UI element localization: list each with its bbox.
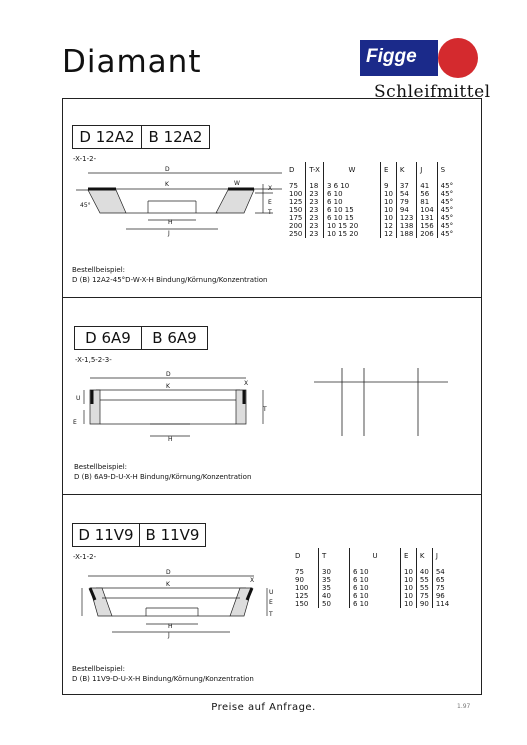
table-cell: 125 — [289, 198, 303, 206]
drawing-label-t: T — [263, 406, 267, 413]
table-header: D — [295, 552, 301, 560]
drawing-label-x: X — [244, 380, 249, 387]
drawing-label-d: D — [165, 166, 170, 173]
table-cell: 6 10 — [350, 600, 401, 608]
table-cell: 6 10 15 — [323, 214, 380, 222]
section-3-type-label — [72, 523, 206, 547]
table-header: U — [350, 548, 401, 564]
table-cell: 9 — [380, 178, 396, 190]
table-cell: 206 — [417, 230, 437, 238]
type-d-label: D 12A2 — [79, 128, 135, 146]
table-header: E — [380, 162, 396, 178]
table-cell: 65 — [432, 576, 452, 584]
table-row — [286, 190, 456, 198]
table-cell: 200 — [289, 222, 303, 230]
table-cell: 23 — [306, 230, 324, 238]
table-cell: 23 — [306, 222, 324, 230]
type-d-label: D 6A9 — [85, 329, 131, 347]
type-b-label: B 12A2 — [141, 126, 209, 148]
example-text: D (B) 12A2-45°D-W-X-H Bindung/Körnung/Konzentration — [72, 276, 268, 284]
drawing-label-k: K — [166, 581, 170, 588]
drawing-label-e: E — [73, 419, 77, 426]
table-cell: 45° — [437, 214, 456, 222]
drawing-label-d: D — [166, 569, 171, 576]
table-cell: 30 — [319, 564, 350, 576]
page-title: Diamant — [62, 44, 202, 80]
table-cell: 10 — [401, 592, 417, 600]
table-header: T-X — [306, 162, 324, 178]
drawing-label-j: J — [168, 632, 170, 639]
table-row — [292, 600, 452, 608]
section-1-table — [286, 162, 456, 238]
type-b-label: B 6A9 — [141, 327, 207, 349]
table-cell: 10 — [401, 584, 417, 592]
table-cell: 79 — [396, 198, 416, 206]
drawing-label-angle: 45° — [80, 202, 91, 209]
table-cell: 23 — [306, 198, 324, 206]
table-cell: 40 — [416, 564, 432, 576]
example-label: Bestellbeispiel: — [72, 266, 126, 274]
example-label: Bestellbeispiel: — [72, 665, 126, 673]
section-2-empty-table — [314, 366, 448, 438]
table-header: W — [323, 162, 380, 178]
table-cell: 6 10 — [350, 584, 401, 592]
section-3-table — [292, 548, 452, 608]
section-2-drawing — [68, 366, 282, 448]
table-cell: 100 — [295, 584, 309, 592]
table-row — [286, 222, 456, 230]
logo-circle-icon — [438, 38, 478, 78]
table-cell: 10 — [380, 190, 396, 198]
drawing-label-w: W — [234, 180, 240, 187]
drawing-label-d: D — [166, 371, 171, 378]
table-cell: 90 — [295, 576, 304, 584]
table-cell: 10 — [380, 214, 396, 222]
table-cell: 12 — [380, 222, 396, 230]
table-cell: 56 — [417, 190, 437, 198]
table-cell: 250 — [289, 230, 303, 238]
section-1-drawing — [68, 163, 282, 243]
section-3-example — [72, 664, 254, 684]
table-cell: 75 — [289, 182, 298, 190]
section-divider — [62, 494, 482, 495]
table-cell: 35 — [319, 584, 350, 592]
drawing-label-j: J — [168, 230, 170, 237]
table-cell: 10 15 20 — [323, 222, 380, 230]
table-cell: 6 10 — [350, 564, 401, 576]
page-subtitle: Schleifmittel — [374, 82, 491, 102]
table-cell: 23 — [306, 190, 324, 198]
drawing-label-k: K — [165, 181, 169, 188]
table-cell: 75 — [432, 584, 452, 592]
table-cell: 156 — [417, 222, 437, 230]
table-cell: 125 — [295, 592, 309, 600]
section-1-example — [72, 265, 268, 285]
drawing-label-u: U — [76, 395, 81, 402]
table-cell: 45° — [437, 198, 456, 206]
table-cell: 75 — [416, 592, 432, 600]
drawing-label-t: T — [268, 209, 272, 216]
table-cell: 6 10 — [350, 576, 401, 584]
table-cell: 45° — [437, 178, 456, 190]
table-cell: 96 — [432, 592, 452, 600]
table-cell: 150 — [295, 600, 309, 608]
type-b-label: B 11V9 — [139, 524, 205, 546]
table-cell: 188 — [396, 230, 416, 238]
table-row — [292, 576, 452, 584]
table-cell: 104 — [417, 206, 437, 214]
section-1-type-label — [72, 125, 210, 149]
table-header: J — [432, 548, 452, 564]
drawing-label-h: H — [168, 219, 173, 226]
section-3-code: -X-1-2- — [73, 553, 97, 561]
table-cell: 40 — [319, 592, 350, 600]
table-cell: 90 — [416, 600, 432, 608]
section-2-type-label — [74, 326, 208, 350]
figge-logo — [360, 40, 476, 80]
table-cell: 23 — [306, 214, 324, 222]
table-cell: 18 — [306, 178, 324, 190]
table-cell: 54 — [432, 564, 452, 576]
table-cell: 114 — [432, 600, 452, 608]
example-label: Bestellbeispiel: — [74, 463, 128, 471]
table-cell: 3 6 10 — [323, 178, 380, 190]
table-cell: 175 — [289, 214, 303, 222]
table-row — [292, 564, 452, 576]
drawing-label-t: T — [269, 611, 273, 618]
table-cell: 81 — [417, 198, 437, 206]
table-cell: 45° — [437, 190, 456, 198]
table-cell: 10 — [401, 564, 417, 576]
table-row — [286, 198, 456, 206]
drawing-label-h: H — [168, 623, 173, 630]
table-row — [286, 178, 456, 190]
logo-text: Figge — [366, 46, 417, 67]
drawing-label-u: U — [269, 589, 274, 596]
table-header: S — [437, 162, 456, 178]
type-d-label: D 11V9 — [78, 526, 134, 544]
table-header: K — [396, 162, 416, 178]
table-cell: 37 — [396, 178, 416, 190]
table-cell: 10 — [401, 576, 417, 584]
table-header: D — [289, 166, 295, 174]
table-header: T — [319, 548, 350, 564]
drawing-label-x: X — [250, 577, 255, 584]
table-cell: 23 — [306, 206, 324, 214]
drawing-label-k: K — [166, 383, 170, 390]
table-cell: 123 — [396, 214, 416, 222]
table-cell: 10 15 20 — [323, 230, 380, 238]
table-row — [292, 592, 452, 600]
table-cell: 75 — [295, 568, 304, 576]
drawing-label-e: E — [268, 199, 272, 206]
table-header: K — [416, 548, 432, 564]
table-cell: 10 — [380, 206, 396, 214]
table-row — [286, 230, 456, 238]
table-cell: 6 10 — [323, 198, 380, 206]
table-cell: 55 — [416, 576, 432, 584]
table-row — [292, 584, 452, 592]
table-cell: 138 — [396, 222, 416, 230]
section-3-drawing — [68, 562, 282, 642]
table-cell: 45° — [437, 230, 456, 238]
table-cell: 6 10 — [350, 592, 401, 600]
drawing-label-e: E — [269, 599, 273, 606]
example-text: D (B) 11V9-D-U-X-H Bindung/Körnung/Konzentration — [72, 675, 254, 683]
table-cell: 6 10 — [323, 190, 380, 198]
table-cell: 10 — [401, 600, 417, 608]
table-cell: 100 — [289, 190, 303, 198]
table-cell: 94 — [396, 206, 416, 214]
section-2-code: -X-1,5-2-3- — [75, 356, 112, 364]
table-cell: 45° — [437, 222, 456, 230]
drawing-label-x: X — [268, 185, 273, 192]
table-cell: 50 — [319, 600, 350, 608]
section-divider — [62, 297, 482, 298]
example-text: D (B) 6A9-D-U-X-H Bindung/Körnung/Konzentration — [74, 473, 252, 481]
drawing-label-h: H — [168, 436, 173, 443]
table-header: J — [417, 162, 437, 178]
section-1-code: -X-1-2- — [73, 155, 97, 163]
table-row — [286, 214, 456, 222]
table-cell: 10 — [380, 198, 396, 206]
page-number: 1.97 — [457, 703, 471, 710]
table-cell: 55 — [416, 584, 432, 592]
table-cell: 150 — [289, 206, 303, 214]
footer-note: Preise auf Anfrage. — [211, 702, 316, 713]
table-row — [286, 206, 456, 214]
table-cell: 6 10 15 — [323, 206, 380, 214]
table-cell: 41 — [417, 178, 437, 190]
table-cell: 12 — [380, 230, 396, 238]
table-cell: 45° — [437, 206, 456, 214]
table-cell: 35 — [319, 576, 350, 584]
table-cell: 54 — [396, 190, 416, 198]
section-2-example — [74, 462, 251, 482]
table-cell: 131 — [417, 214, 437, 222]
table-header: E — [401, 548, 417, 564]
